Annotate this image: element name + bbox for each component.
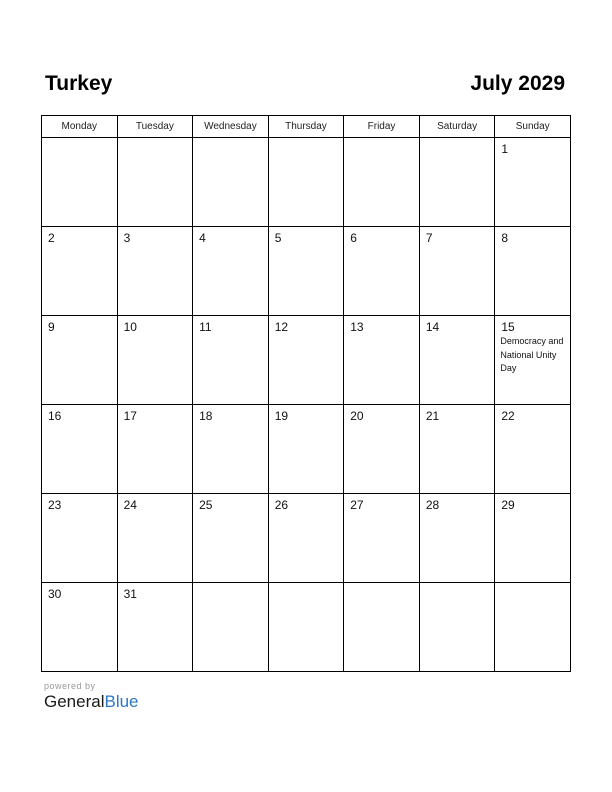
day-number: 10 (123, 320, 137, 334)
day-cell (42, 138, 118, 227)
day-number: 24 (123, 498, 137, 512)
day-cell (193, 227, 269, 316)
day-number: 13 (350, 320, 364, 334)
brand-blue: Blue (104, 692, 139, 711)
day-cell (419, 494, 495, 583)
day-cell (495, 138, 571, 227)
calendar-grid (41, 115, 571, 672)
day-cell (419, 227, 495, 316)
day-number: 18 (199, 409, 213, 423)
day-cell (344, 227, 420, 316)
day-cell (193, 494, 269, 583)
day-cell (495, 405, 571, 494)
day-number: 29 (501, 498, 515, 512)
day-cell (42, 583, 118, 672)
day-number: 8 (501, 231, 509, 245)
day-number: 14 (425, 320, 440, 334)
week-row (42, 227, 571, 316)
powered-by-label: powered by (44, 681, 96, 691)
day-cell (495, 494, 571, 583)
day-cell (193, 316, 269, 405)
day-number: 11 (199, 320, 212, 334)
day-cell (268, 494, 344, 583)
day-cell (495, 583, 571, 672)
day-cell (419, 583, 495, 672)
day-cell (117, 583, 193, 672)
day-number: 6 (350, 231, 357, 245)
day-cell (344, 138, 420, 227)
day-cell (42, 494, 118, 583)
day-cell (495, 227, 571, 316)
day-number: 19 (274, 409, 289, 423)
day-number: 7 (425, 231, 433, 245)
day-cell (268, 227, 344, 316)
week-row (42, 138, 571, 227)
day-number: 4 (199, 231, 206, 245)
day-number: 3 (123, 231, 131, 245)
weekday-header-row (42, 116, 571, 138)
country-title: Turkey (45, 72, 113, 95)
week-row (42, 316, 571, 405)
day-cell (193, 138, 269, 227)
day-number: 5 (274, 231, 282, 245)
day-number: 26 (274, 498, 289, 512)
week-row (42, 583, 571, 672)
day-number: 31 (123, 587, 137, 601)
day-number: 22 (501, 409, 515, 423)
day-number: 30 (48, 587, 62, 601)
day-cell (268, 583, 344, 672)
week-row (42, 405, 571, 494)
day-number: 28 (425, 498, 440, 512)
day-cell (117, 316, 193, 405)
day-cell (268, 316, 344, 405)
weekday-saturday: Saturday (419, 116, 495, 138)
day-cell (344, 405, 420, 494)
day-cell (117, 405, 193, 494)
day-number: 27 (350, 498, 364, 512)
day-number: 16 (48, 409, 62, 423)
day-number: 1 (501, 142, 509, 156)
weekday-wednesday: Wednesday (193, 116, 269, 138)
calendar-body (42, 138, 571, 672)
day-number: 23 (48, 498, 62, 512)
day-cell (419, 316, 495, 405)
weekday-tuesday: Tuesday (117, 116, 193, 138)
weekday-friday: Friday (344, 116, 420, 138)
day-cell (117, 138, 193, 227)
day-cell (42, 316, 118, 405)
day-number: 20 (350, 409, 364, 423)
month-year-title: July 2029 (470, 72, 565, 95)
calendar-header (41, 70, 571, 100)
week-row (42, 494, 571, 583)
holiday-label: Democracy and National Unity Day (500, 336, 564, 373)
day-number: 21 (425, 409, 440, 423)
day-number: 12 (274, 320, 289, 334)
footer-branding (44, 681, 139, 712)
day-cell (344, 583, 420, 672)
day-cell (495, 316, 571, 405)
day-cell (117, 227, 193, 316)
weekday-monday: Monday (42, 116, 118, 138)
day-cell (344, 494, 420, 583)
day-cell (117, 494, 193, 583)
day-cell (419, 138, 495, 227)
day-cell (344, 316, 420, 405)
day-number: 25 (199, 498, 213, 512)
day-cell (42, 405, 118, 494)
day-number: 2 (48, 231, 55, 245)
brand-general: General (44, 692, 105, 711)
day-cell (268, 138, 344, 227)
weekday-thursday: Thursday (268, 116, 344, 138)
day-cell (193, 583, 269, 672)
brand-logo (44, 692, 139, 712)
day-number: 9 (48, 320, 55, 334)
day-cell (42, 227, 118, 316)
day-cell (419, 405, 495, 494)
day-cell (268, 405, 344, 494)
day-number: 17 (123, 409, 137, 423)
day-number: 15 (501, 320, 515, 334)
day-cell (193, 405, 269, 494)
weekday-sunday: Sunday (495, 116, 571, 138)
